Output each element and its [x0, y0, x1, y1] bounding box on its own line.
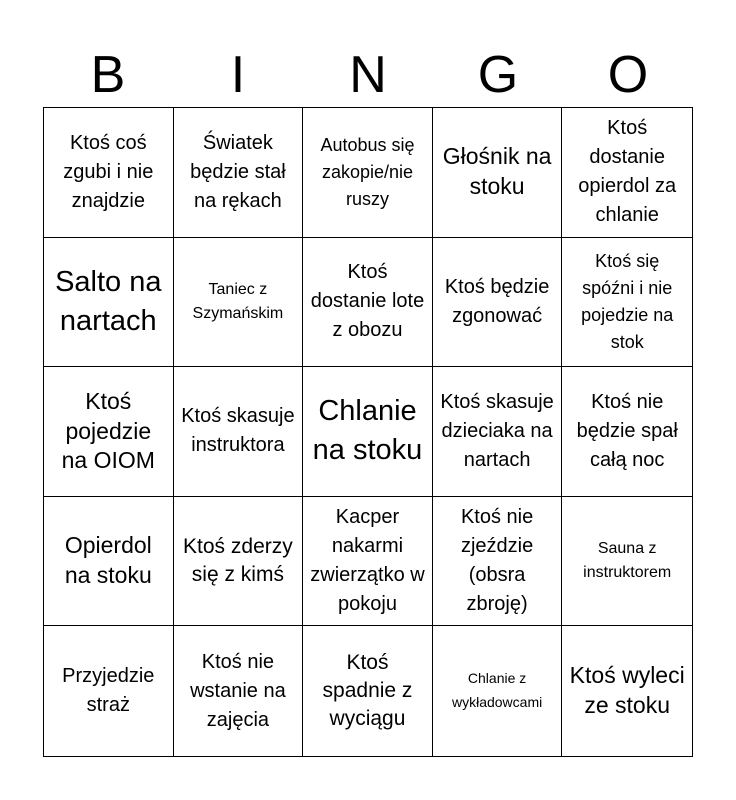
- header-letter-i: I: [230, 46, 246, 104]
- header-letter-b: B: [90, 46, 126, 104]
- bingo-cell-r2c2[interactable]: [174, 238, 304, 368]
- bingo-cell-r1c4[interactable]: [433, 108, 563, 238]
- bingo-cell-r4c1[interactable]: [44, 497, 174, 627]
- bingo-header: [43, 46, 693, 104]
- bingo-cell-r5c3[interactable]: [303, 626, 433, 756]
- bingo-cell-r5c4[interactable]: [433, 626, 563, 756]
- bingo-cell-r2c1[interactable]: [44, 238, 174, 368]
- bingo-cell-r4c2[interactable]: [174, 497, 304, 627]
- cell-text: Kacper nakarmi zwierzątko w pokoju: [310, 506, 425, 616]
- cell-text: Ktoś nie będzie spał całą noc: [576, 390, 678, 471]
- cell-text: Taniec z Szymańskim: [192, 280, 284, 322]
- header-letter-o: O: [607, 46, 649, 104]
- bingo-cell-r1c5[interactable]: [562, 108, 692, 238]
- bingo-cell-r5c2[interactable]: [174, 626, 304, 756]
- bingo-cell-r1c1[interactable]: [44, 108, 174, 238]
- cell-text: Przyjedzie straż: [62, 665, 155, 717]
- cell-text: Ktoś wyleci ze stoku: [569, 662, 685, 719]
- cell-text: Ktoś spadnie z wyciągu: [322, 650, 413, 731]
- cell-text: Ktoś się spóźni i nie pojedzie na stok: [581, 250, 674, 352]
- cell-text: Ktoś zderzy się z kimś: [183, 534, 293, 587]
- cell-text: Światek będzie stał na rękach: [190, 131, 286, 212]
- cell-text: Autobus się zakopie/nie ruszy: [320, 134, 415, 209]
- cell-text: Ktoś dostanie lote z obozu: [310, 261, 425, 342]
- cell-text: Głośnik na stoku: [442, 143, 552, 200]
- cell-text: Chlanie z wykładowcami: [451, 670, 543, 711]
- bingo-cell-r4c4[interactable]: [433, 497, 563, 627]
- header-letter-g: G: [477, 46, 519, 104]
- bingo-board: [43, 107, 693, 757]
- bingo-cell-r5c1[interactable]: [44, 626, 174, 756]
- header-letter-n: N: [349, 46, 387, 104]
- bingo-cell-r4c3[interactable]: [303, 497, 433, 627]
- cell-text: Ktoś nie zjeździe (obsra zbroję): [460, 506, 534, 616]
- cell-text: Ktoś skasuje instruktora: [181, 405, 295, 457]
- bingo-cell-r5c5[interactable]: [562, 626, 692, 756]
- bingo-cell-r3c5[interactable]: [562, 367, 692, 497]
- bingo-cell-r3c1[interactable]: [44, 367, 174, 497]
- cell-text: Ktoś pojedzie na OIOM: [61, 387, 155, 474]
- bingo-cell-r2c5[interactable]: [562, 238, 692, 368]
- cell-text: Ktoś coś zgubi i nie znajdzie: [63, 131, 154, 212]
- bingo-cell-r3c3[interactable]: [303, 367, 433, 497]
- bingo-cell-r2c3[interactable]: [303, 238, 433, 368]
- bingo-cell-r3c2[interactable]: [174, 367, 304, 497]
- cell-text: Opierdol na stoku: [64, 532, 152, 589]
- cell-text: Ktoś będzie zgonować: [444, 275, 550, 327]
- bingo-cell-r1c2[interactable]: [174, 108, 304, 238]
- cell-text: Chlanie na stoku: [312, 395, 423, 467]
- bingo-cell-r1c3[interactable]: [303, 108, 433, 238]
- cell-text: Salto na nartach: [55, 265, 162, 337]
- bingo-cell-r2c4[interactable]: [433, 238, 563, 368]
- cell-text: Ktoś nie wstanie na zajęcia: [190, 650, 286, 731]
- bingo-cell-r4c5[interactable]: [562, 497, 692, 627]
- cell-text: Ktoś dostanie opierdol za chlanie: [578, 117, 677, 227]
- cell-text: Ktoś skasuje dzieciaka na nartach: [440, 390, 554, 471]
- bingo-cell-r3c4[interactable]: [433, 367, 563, 497]
- cell-text: Sauna z instruktorem: [583, 540, 672, 582]
